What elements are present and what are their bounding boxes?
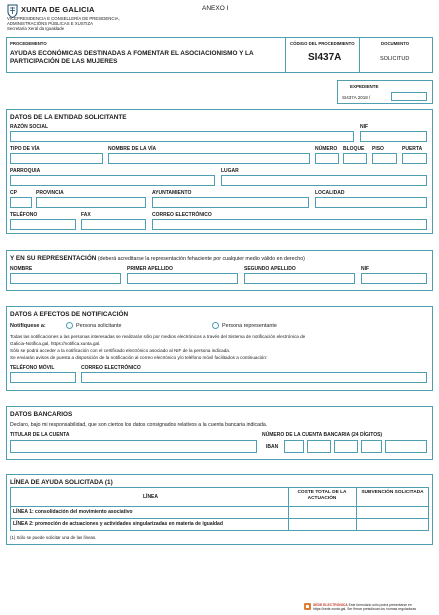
cuenta-label: NÚMERO DE LA CUENTA BANCARIA (24 DÍGITOS) — [262, 432, 383, 438]
linea-1-coste-field[interactable] — [290, 508, 354, 517]
cp-field[interactable] — [10, 197, 32, 208]
notificacion-para-1-line-1: Todas las notificaciones a las personas interesadas se realizarán sólo por medios electrónicos a través del Sistema de notificación electrónica de — [10, 334, 306, 339]
piso-field[interactable] — [372, 153, 397, 164]
expediente-number-field[interactable] — [391, 92, 427, 101]
tel-movil-label: TELÉFONO MÓVIL — [10, 365, 55, 371]
notificacion-para-1-line-2: Galicia-Notifica.gal, https://notifica.xunta.gal. — [10, 341, 101, 346]
code-label: CÓDIGO DEL PROCEDIMIENTO — [290, 41, 355, 46]
rep-apellido2-label: SEGUNDO APELLIDO — [244, 266, 296, 272]
lugar-field[interactable] — [221, 175, 427, 186]
titular-field[interactable] — [10, 440, 257, 453]
solicitante-title: DATOS DE LA ENTIDAD SOLICITANTE — [10, 114, 127, 121]
parroquia-label: PARROQUIA — [10, 168, 41, 174]
linea-2-coste-field[interactable] — [290, 520, 354, 529]
nif-field[interactable] — [360, 131, 427, 142]
linea-2-subvencion-field[interactable] — [358, 520, 427, 529]
tipo-via-field[interactable] — [10, 153, 103, 164]
puerta-label: PUERTA — [402, 146, 423, 152]
ayuntamiento-label: AYUNTAMIENTO — [152, 190, 192, 196]
provincia-label: PROVINCIA — [36, 190, 64, 196]
telefono-field[interactable] — [10, 219, 76, 230]
radio-persona-representante[interactable] — [212, 322, 219, 329]
representacion-title: Y EN SU REPRESENTACIÓN — [10, 255, 97, 262]
iban-block-4-field[interactable] — [385, 440, 427, 453]
nombre-via-field[interactable] — [108, 153, 310, 164]
razon-social-field[interactable] — [10, 131, 354, 142]
procedure-label: PROCEDEMENTO — [10, 41, 47, 46]
telefono-label: TELÉFONO — [10, 212, 38, 218]
procedure-title: AYUDAS ECONÓMICAS DESTINADAS A FOMENTAR EL ASOCIACIONISMO Y LA PARTICIPACIÓN DE LAS MUJERES — [10, 50, 254, 65]
xunta-logo — [7, 4, 137, 34]
titular-label: TITULAR DE LA CUENTA — [10, 432, 70, 438]
col-coste-header: COSTE TOTAL DE LA ACTUACIÓN — [297, 490, 347, 501]
nombre-via-label: NOMBRE DE LA VÍA — [108, 146, 157, 152]
opt-representante-label: Persona representante — [222, 323, 277, 329]
ayuntamiento-field[interactable] — [152, 197, 309, 208]
bancarios-title: DATOS BANCARIOS — [10, 411, 73, 418]
provincia-field[interactable] — [36, 197, 146, 208]
bloque-label: BLOQUE — [343, 146, 365, 152]
footer-text-line-2: https://sede.xunta.gal. Ser firmar presidiruan los normas reguladoras — [313, 607, 417, 611]
correo-label: CORREO ELECTRÓNICO — [152, 212, 212, 218]
col-linea-header: LÍNEA — [143, 494, 158, 500]
doc-value: SOLICITUD — [380, 56, 410, 62]
dept-line-2: ADMINISTRACIÓNS PÚBLICAS E XUSTIZA — [7, 21, 93, 26]
numero-label: NÚMERO — [315, 146, 338, 152]
numero-field[interactable] — [315, 153, 339, 164]
radio-persona-solicitante[interactable] — [66, 322, 73, 329]
notificacion-para-3: Se enviarán avisos de puesta a disposición de la notificación al correo electrónico y/o teléfono móvil facilitados a continuación: — [10, 355, 268, 360]
iban-block-1-field[interactable] — [307, 440, 331, 453]
representacion-note: (deberá acreditarse la representación fehaciente por cualquier medio válido en derecho) — [97, 256, 305, 262]
solicitante-section — [6, 109, 433, 234]
rep-apellido1-field[interactable] — [127, 273, 238, 284]
footer-text-line-1: Este formulario sólo podrá presentarse en — [348, 603, 412, 607]
sede-electronica-icon — [304, 603, 311, 610]
notif-correo-field[interactable] — [81, 372, 427, 383]
lineas-footnote: (1) Sólo se puede solicitar una de las líneas. — [10, 535, 97, 540]
rep-nombre-label: NOMBRE — [10, 266, 33, 272]
iban-block-3-field[interactable] — [361, 440, 382, 453]
localidad-field[interactable] — [315, 197, 427, 208]
iban-block-2-field[interactable] — [334, 440, 358, 453]
expediente-value: SI437A 2018 / — [342, 95, 371, 100]
annex-label: ANEXO I — [202, 5, 229, 12]
rep-nif-field[interactable] — [361, 273, 427, 284]
nif-label: NIF — [360, 124, 369, 130]
linea-2-label: LÍNEA 2: promoción de actuaciones y actividades singularizadas en materia de igualdad — [13, 521, 223, 527]
linea-1-label: LÍNEA 1: consolidación del movimiento asociativo — [13, 509, 133, 515]
representacion-heading — [10, 255, 305, 262]
fax-field[interactable] — [81, 219, 146, 230]
tel-movil-field[interactable] — [10, 372, 76, 383]
dept-line-3: Secretaría Xeral da Igualdade — [7, 26, 65, 31]
razon-social-label: RAZÓN SOCIAL — [10, 124, 49, 130]
doc-label: DOCUMENTO — [381, 41, 410, 46]
rep-nombre-field[interactable] — [10, 273, 121, 284]
localidad-label: LOCALIDAD — [315, 190, 345, 196]
opt-solicitante-label: Persona solicitante — [76, 323, 122, 329]
rep-nif-label: NIF — [361, 266, 370, 272]
rep-apellido1-label: PRIMER APELLIDO — [127, 266, 173, 272]
code-value: SI437A — [308, 52, 342, 63]
linea-1-subvencion-field[interactable] — [358, 508, 427, 517]
iban-label: IBAN — [266, 444, 279, 450]
notificacion-para-2: Sólo se podrá acceder a la notificación con el certificado electrónico asociado al NIF de la persona indicada. — [10, 348, 231, 353]
correo-field[interactable] — [152, 219, 427, 230]
bancarios-declaracion: Declaro, bajo mi responsabilidad, que son ciertos los datos consignados relativos a la cuenta bancaria indicada. — [10, 422, 268, 428]
logo-name: XUNTA DE GALICIA — [21, 5, 95, 14]
col-subvencion-header: SUBVENCIÓN SOLICITADA — [361, 490, 424, 495]
tipo-via-label: TIPO DE VÍA — [10, 146, 40, 152]
puerta-field[interactable] — [402, 153, 427, 164]
notifiquese-label: Notifíquese a: — [10, 323, 46, 329]
fax-label: FAX — [81, 212, 91, 218]
rep-apellido2-field[interactable] — [244, 273, 355, 284]
notificacion-title: DATOS A EFECTOS DE NOTIFICACIÓN — [10, 311, 129, 318]
lugar-label: LUGAR — [221, 168, 239, 174]
lineas-title: LÍNEA DE AYUDA SOLICITADA (1) — [10, 479, 113, 486]
dept-line-1: VICEPRESIDENCIA E CONSELLERÍA DE PRESIDENCIA, — [7, 16, 120, 21]
sede-label: SEDE ELECTRÓNICA — [313, 603, 348, 607]
parroquia-field[interactable] — [10, 175, 215, 186]
notif-correo-label: CORREO ELECTRÓNICO — [81, 365, 141, 371]
cp-label: CP — [10, 190, 17, 196]
expediente-label: EXPEDIENTE — [350, 84, 379, 89]
bloque-field[interactable] — [343, 153, 367, 164]
iban-country-field[interactable] — [284, 440, 304, 453]
footer — [304, 603, 434, 613]
piso-label: PISO — [372, 146, 384, 152]
